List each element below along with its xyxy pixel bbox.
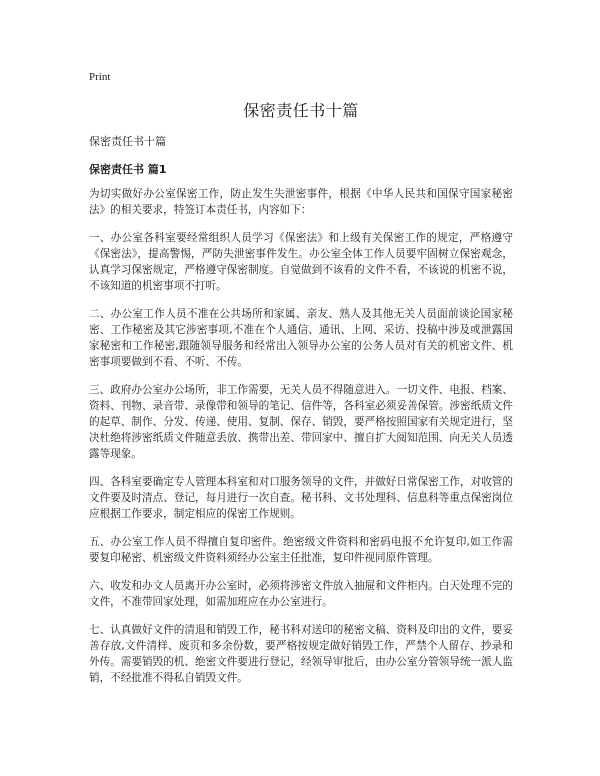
section-heading: 保密责任书 篇1 (89, 163, 167, 176)
paragraph-5: 五、办公室工作人员不得擅自复印密件。绝密级文件资料和密码电报不允许复印,如工作需要复印秘密、机密级文件资料须经办公室主任批准，复印件视同原件管理。 (89, 536, 513, 564)
print-link[interactable]: Print (89, 71, 111, 83)
paragraph-2: 二、办公室工作人员不准在公共场所和家属、亲友、熟人及其他无关人员面前谈论国家秘密、工作秘密及其它涉密事项,不准在个人通信、通讯、上网、采访、投稿中涉及或泄露国家秘密和工作秘密,跟随领导服务和经常出入领导办公室的公务人员对有关的机密文件、机密事项要做到不看、不听、不传。 (89, 308, 513, 368)
document-title: 保密责任书十篇 (243, 101, 359, 120)
paragraph-1: 一、办公室各科室要经常组织人员学习《保密法》和上级有关保密工作的规定，严格遵守《保密法》，提高警惕，严防失泄密事件发生。办公室全体工作人员要牢固树立保密观念，认真学习保密规定，严格遵守保密制度。自觉做到不该看的文件不看，不该说的机密不说，不该知道的机密事项不打听。 (89, 232, 513, 292)
document-body (89, 186, 513, 698)
document-subtitle: 保密责任书十篇 (89, 135, 166, 148)
paragraph-6: 六、收发和办文人员离开办公室时，必须将涉密文件放入抽屉和文件柜内。白天处理不完的文件，不准带回家处理，如需加班应在办公室进行。 (89, 580, 513, 608)
paragraph-7: 七、认真做好文件的清退和销毁工作，秘书科对送印的秘密文稿、资料及印出的文件，要妥善存放,文件清样、废页和多余份数，要严格按规定做好销毁工作，严禁个人留存、抄录和外传。需要销毁的机、绝密文件要进行登记，经领导审批后，由办公室分管领导统一派人监销，不经批准不得私自销毁文件。 (89, 624, 513, 684)
paragraph-3: 三、政府办公室办公场所，非工作需要，无关人员不得随意进入。一切文件、电报、档案、资料、刊物、录音带、录像带和领导的笔记、信件等，各科室必须妥善保管。涉密纸质文件的起草、制作、分发、传递、使用、复制、保存、销毁，要严格按照国家有关规定进行，坚决杜绝将涉密纸质文件随意丢放、携带出差、带回家中、擅自扩大阅知范围、向无关人员透露等现象。 (89, 384, 513, 460)
paragraph-4: 四、各科室要确定专人管理本科室和对口服务领导的文件，并做好日常保密工作，对收管的文件要及时清点、登记，每月进行一次自查。秘书科、文书处理科、信息科等重点保密岗位应根据工作要求，制定相应的保密工作规则。 (89, 476, 513, 520)
paragraph-intro: 为切实做好办公室保密工作，防止发生失泄密事件，根据《中华人民共和国保守国家秘密法》的相关要求，特签订本责任书，内容如下： (89, 188, 513, 216)
